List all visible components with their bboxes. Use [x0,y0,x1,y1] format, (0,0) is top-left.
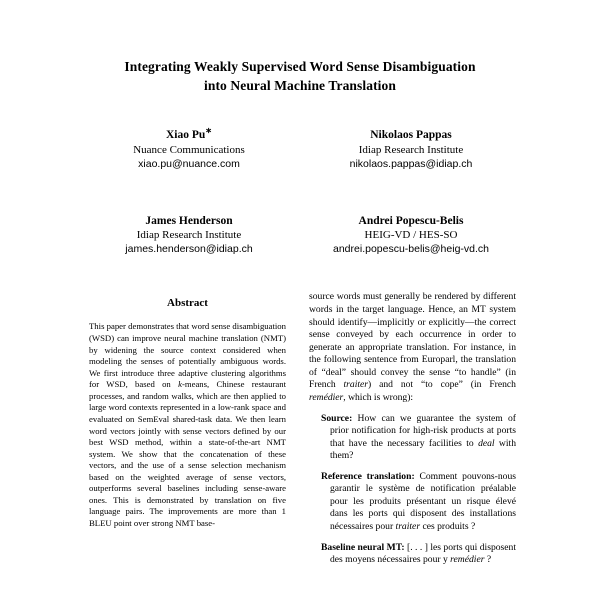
author-affiliation: Nuance Communications [133,143,245,156]
author-block [90,126,510,256]
intro-paragraph: source words must generally be rendered by different words in the target language. Hence, an MT system should identify—implicitly or explicitly—the correct sense conveyed by each occurrence in order to generate an appropriate translation. For instance, in the following sentence from Europarl, the translation of “deal” should convey the sense “to handle” (in French traiter) and not “to cope” (in French remédier, which is wrong): [309,291,516,403]
author-email: andrei.popescu-belis@heig-vd.ch [333,243,489,256]
author-card [90,126,288,170]
two-column-body [84,291,516,574]
author-name-text: James Henderson [145,214,233,227]
baseline-example: Baseline neural MT: [. . . ] les ports qui disposent des moyens nécessaires pour y remédier ? [321,541,516,566]
author-affiliation: HEIG-VD / HES-SO [364,229,458,242]
right-column [309,291,516,574]
author-email: james.henderson@idiap.ch [125,243,253,256]
paper-title [84,58,516,96]
author-card [90,212,288,256]
author-name [312,126,510,141]
author-name-text: Andrei Popescu-Belis [358,214,464,227]
author-email: nikolaos.pappas@idiap.ch [349,157,473,170]
author-marker: ∗ [205,125,212,135]
author-affiliation: Idiap Research Institute [358,143,464,156]
author-card [312,212,510,256]
paper-title-line1: Integrating Weakly Supervised Word Sense Disambiguation [124,59,476,74]
author-name [90,126,288,141]
source-example: Source: How can we guarantee the system of prior notification for high-risk products at ports that have the necessary facilities to deal with them? [321,412,516,462]
author-name [312,212,510,227]
author-name-text: Nikolaos Pappas [370,128,452,141]
reference-example: Reference translation: Comment pouvons-nous garantir le système de notification préalable pour les produits présentant un risque élevé dans les ports qui disposent des installations nécessaires pour traiter ces produits ? [321,470,516,532]
author-name-text: Xiao Pu [166,128,206,141]
author-card [312,126,510,170]
left-column [84,291,291,574]
author-email: xiao.pu@nuance.com [138,157,240,170]
abstract-text: This paper demonstrates that word sense disambiguation (WSD) can improve neural machine translation (NMT) by widening the source context considered when modeling the senses of potentially ambiguous words. We first introduce three adaptive clustering algorithms for WSD, based on k-means, Chinese restaurant processes, and random walks, which are then applied to large word contexts represented in a low-rank space and evaluated on SemEval shared-task data. We then learn word vectors jointly with sense vectors defined by our best WSD method, within a state-of-the-art NMT system. We show that the concatenation of these vectors, and the use of a sense selection mechanism based on the weighted average of sense vectors, outperforms several baselines including sense-aware ones. This is demonstrated by translation on five language pairs. The improvements are more than 1 BLEU point over strong NMT base- [89,321,287,528]
abstract-heading: Abstract [167,297,208,310]
author-name [90,212,288,227]
paper-title-line2: into Neural Machine Translation [204,77,396,93]
author-affiliation: Idiap Research Institute [136,229,242,242]
